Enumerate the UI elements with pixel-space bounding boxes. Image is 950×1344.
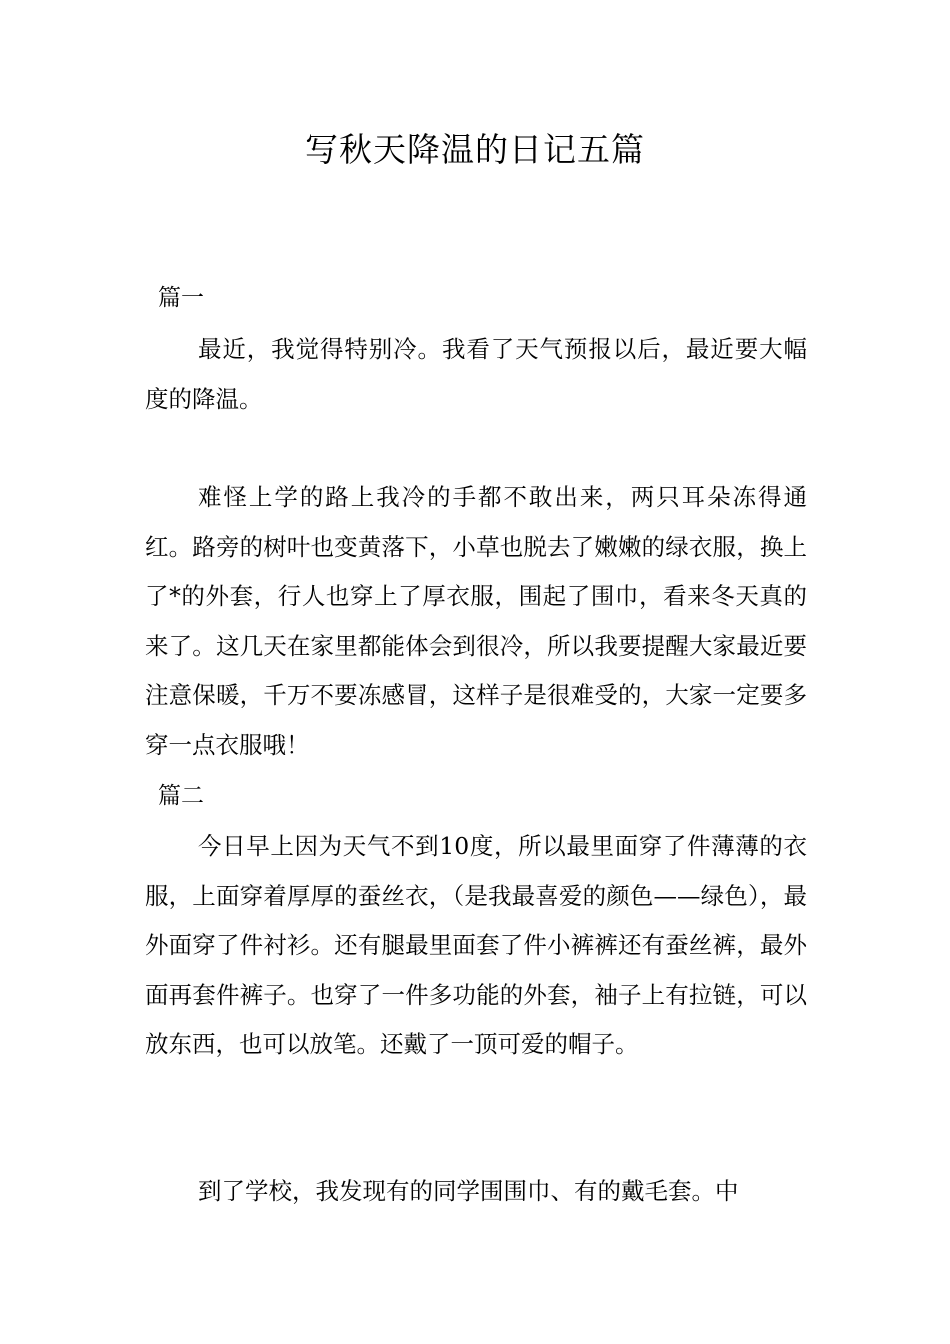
section-heading-2: 篇二 [158, 783, 204, 809]
paragraph-1-1: 最近，我觉得特别冷。我看了天气预报以后，最近要大幅度的降温。 [145, 335, 807, 413]
document-title: 写秋天降温的日记五篇 [305, 130, 645, 169]
paragraph-1-2: 难怪上学的路上我冷的手都不敢出来，两只耳朵冻得通红。路旁的树叶也变黄落下，小草也脱去了嫩嫩的绿衣服，换上了*的外套，行人也穿上了厚衣服，围起了围巾，看来冬天真的来了。这几天在家里都能体会到很冷，所以我要提醒大家最近要注意保暖，千万不要冻感冒，这样子是很难受的，大家一定要多穿一点衣服哦！ [145, 483, 807, 759]
section-heading-1: 篇一 [158, 285, 204, 311]
paragraph-2-1: 今日早上因为天气不到10度，所以最里面穿了件薄薄的衣服，上面穿着厚厚的蚕丝衣，（是我最喜爱的颜色——绿色），最外面穿了件衬衫。还有腿最里面套了件小裤裤还有蚕丝裤，最外面再套件裤子。也穿了一件多功能的外套，袖子上有拉链，可以放东西，也可以放笔。还戴了一顶可爱的帽子。 [145, 832, 807, 1058]
paragraph-2-2: 到了学校，我发现有的同学围围巾、有的戴毛套。中 [198, 1177, 739, 1205]
